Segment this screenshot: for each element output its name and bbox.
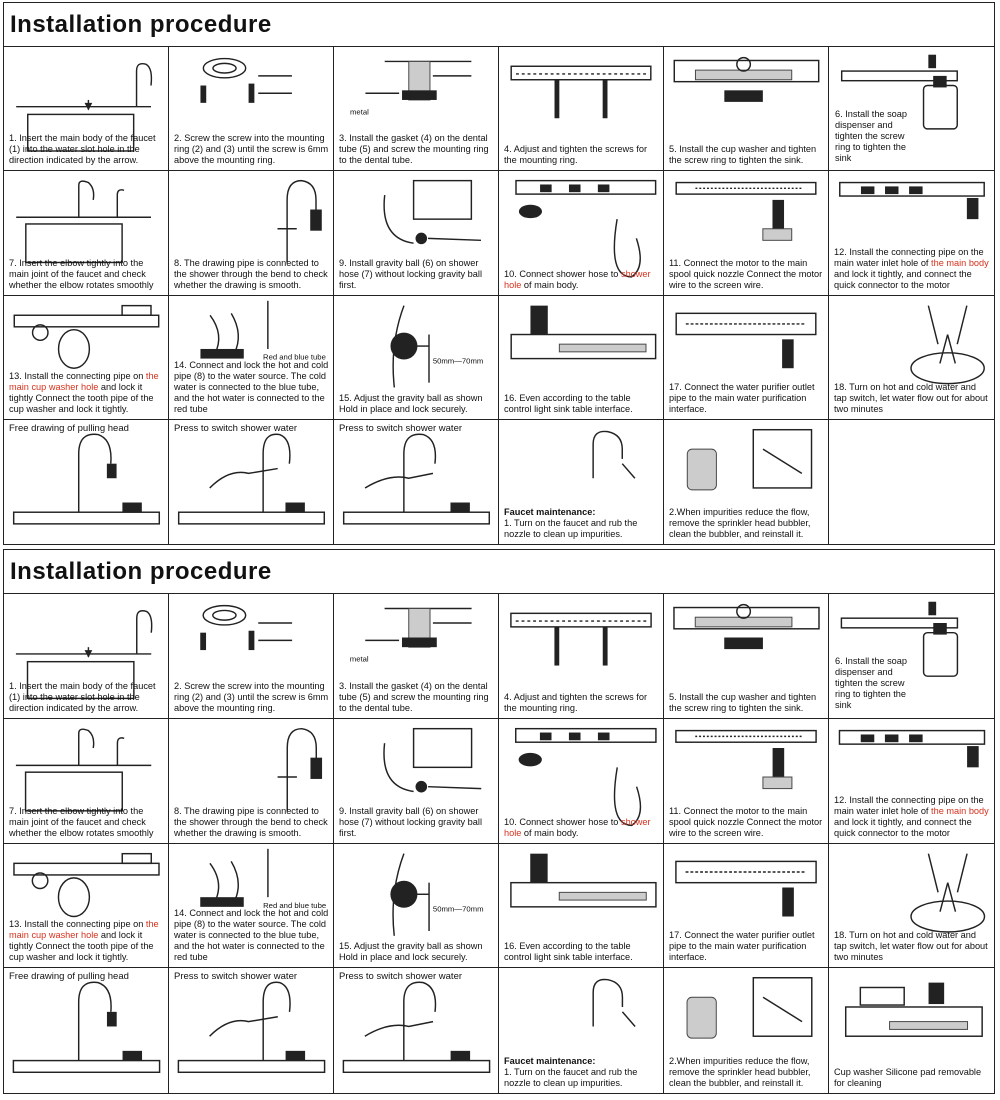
caption-text: of main body. [521,279,579,290]
step-caption: 15. Adjust the gravity ball as shown Hold in place and lock securely. [339,392,483,414]
step-caption [834,247,991,291]
step-caption: 17. Connect the water purifier outlet pipe to the main water purification interface. [669,930,815,963]
step-cell [334,594,499,719]
step-caption: 2.When impurities reduce the flow, remove the sprinkler head bubbler, clean the bubbler, and reinstall it. [669,507,811,539]
step-cell [334,171,499,295]
step-caption: Cup washer Silicone pad removable for cleaning [834,1067,982,1088]
step-caption: 5. Install the cup washer and tighten the screw ring to tighten the sink. [669,144,817,166]
step-cell [499,420,664,544]
step-illustration [169,420,333,544]
step-cell [334,296,499,420]
step-illustration [4,968,168,1093]
step-cell [499,47,664,171]
step-cell [499,296,664,420]
step-cell [664,594,829,719]
step-illustration [169,968,333,1093]
step-caption: 16. Even according to the table control light sink table interface. [504,941,633,963]
step-caption: 14. Connect and lock the hot and cold pipe (8) to the water source. The cold water is connected to the blue tube, and the hot water is connected to the red tube [174,359,329,414]
step-header: Press to switch shower water [174,422,298,434]
step-cell [829,968,994,1093]
step-caption: 7. Insert the elbow tightly into the main joint of the faucet and check whether the elbow rotates smoothly [9,257,154,290]
step-caption [504,269,660,291]
step-caption: 18. Turn on hot and cold water and tap switch, let water flow out for about two minutes [834,381,988,414]
step-cell [829,594,994,719]
sheet-title: Installation procedure [4,550,994,594]
step-caption: 8. The drawing pipe is connected to the shower through the bend to check whether the drawing is smooth. [174,805,328,838]
step-cell [4,844,169,969]
step-cell [664,844,829,969]
step-caption: 16. Even according to the table control light sink table interface. [504,392,633,414]
step-caption: 2. Screw the screw into the mounting ring (2) and (3) until the screw is 6mm above the mounting ring. [174,133,329,166]
maintenance-title: Faucet maintenance: [504,1056,596,1066]
caption-text: and lock it tightly Connect the tooth pipe of the cup washer and lock it tightly. [9,381,154,414]
step-cell [169,968,334,1093]
step-cell [664,719,829,844]
step-cell [169,594,334,719]
step-header: Free drawing of pulling head [9,971,129,983]
step-cell [4,171,169,295]
step-cell [499,968,664,1093]
step-cell [169,47,334,171]
step-cell [334,719,499,844]
step-caption [834,795,991,839]
step-illustration [334,968,498,1093]
step-caption: 8. The drawing pipe is connected to the shower through the bend to check whether the drawing is smooth. [174,257,328,290]
step-cell [829,844,994,969]
step-caption [9,371,165,415]
step-cell [4,968,169,1093]
step-cell [334,420,499,544]
step-caption: 1. Insert the main body of the faucet (1) into the water slot hole in the direction indicated by the arrow. [9,680,156,713]
step-cell [4,420,169,544]
step-caption: 9. Install gravity ball (6) on shower hose (7) without locking gravity ball first. [339,805,482,838]
caption-text: and lock it tightly, and connect the quick connector to the motor [834,268,972,290]
step-header: Press to switch shower water [174,971,298,983]
step-cell [499,719,664,844]
step-caption: 15. Adjust the gravity ball as shown Hold in place and lock securely. [339,941,483,963]
step-cell [169,296,334,420]
step-caption [504,817,660,839]
diagram-label: Red and blue tube [263,352,326,362]
step-illustration [334,420,498,544]
step-cell [334,47,499,171]
step-cell [169,719,334,844]
step-cell [829,719,994,844]
caption-text: 13. Install the connecting pipe on [9,370,146,381]
step-cell [664,968,829,1093]
step-caption [504,507,660,540]
instruction-sheet-1 [3,2,995,545]
step-cell [829,47,994,171]
step-cell [829,296,994,420]
highlighted-text: the main cup washer hole [9,370,159,392]
step-header: Press to switch shower water [339,971,463,983]
caption-text: 12. Install the connecting pipe on the main water inlet hole of [834,246,984,268]
step-cell [664,171,829,295]
instruction-sheet-2 [3,549,995,1094]
step-caption: 11. Connect the motor to the main spool quick nozzle Connect the motor wire to the screen wire. [669,257,823,290]
highlighted-text: the main body [931,257,989,268]
step-header: Press to switch shower water [339,422,463,434]
steps-grid [4,594,994,1093]
step-caption: 2.When impurities reduce the flow, remove the sprinkler head bubbler, clean the bubbler, and reinstall it. [669,1056,811,1088]
step-caption: 4. Adjust and tighten the screws for the mounting ring. [504,144,647,166]
diagram-label: 50mm—70mm [432,355,484,365]
step-cell [499,171,664,295]
caption-text: 12. Install the connecting pipe on the main water inlet hole of [834,794,984,816]
step-cell [664,296,829,420]
highlighted-text: shower hole [504,816,651,838]
step-cell [334,844,499,969]
step-caption [504,1056,660,1089]
step-caption: 6. Install the soap dispenser and tighten the screw ring to tighten the sink [835,108,908,163]
highlighted-text: shower hole [504,268,651,290]
diagram-label: metal [349,654,369,664]
step-cell [169,171,334,295]
step-caption: 6. Install the soap dispenser and tighten the screw ring to tighten the sink [835,655,908,710]
step-caption: 9. Install gravity ball (6) on shower hose (7) without locking gravity ball first. [339,257,482,290]
highlighted-text: the main cup washer hole [9,919,159,941]
step-caption: 14. Connect and lock the hot and cold pipe (8) to the water source. The cold water is connected to the blue tube, and the hot water is connected to the red tube [174,908,329,963]
caption-text: 10. Connect shower hose to [504,816,621,827]
step-cell [829,420,994,544]
step-cell [4,719,169,844]
caption-text: 10. Connect shower hose to [504,268,621,279]
step-caption: 1. Insert the main body of the faucet (1) into the water slot hole in the direction indicated by the arrow. [9,133,156,166]
step-caption: 5. Install the cup washer and tighten the screw ring to tighten the sink. [669,691,817,713]
caption-text: and lock it tightly Connect the tooth pipe of the cup washer and lock it tightly. [9,930,154,963]
step-caption: 18. Turn on hot and cold water and tap switch, let water flow out for about two minutes [834,930,988,963]
step-cell [4,594,169,719]
diagram-label: 50mm—70mm [432,904,484,914]
steps-grid [4,47,994,544]
step-cell [4,296,169,420]
maintenance-title: Faucet maintenance: [504,507,596,517]
step-cell [664,47,829,171]
diagram-label: metal [350,107,369,117]
step-caption: 3. Install the gasket (4) on the dental tube (5) and screw the mounting ring to the dental tube. [339,133,489,166]
step-caption: 17. Connect the water purifier outlet pipe to the main water purification interface. [669,381,815,414]
step-caption: 11. Connect the motor to the main spool quick nozzle Connect the motor wire to the screen wire. [669,805,823,838]
caption-text: of main body. [521,827,579,838]
step-cell [334,968,499,1093]
sheet-title: Installation procedure [4,3,994,47]
step-caption [9,919,165,963]
caption-text: 13. Install the connecting pipe on [9,919,146,930]
step-cell [664,420,829,544]
maintenance-text: 1. Turn on the faucet and rub the nozzle to clean up impurities. [504,1067,638,1088]
maintenance-text: 1. Turn on the faucet and rub the nozzle to clean up impurities. [504,518,638,539]
step-cell [499,844,664,969]
step-caption: 3. Install the gasket (4) on the dental tube (5) and screw the mounting ring to the dental tube. [339,680,489,713]
step-caption: 7. Insert the elbow tightly into the main joint of the faucet and check whether the elbow rotates smoothly [9,805,154,838]
step-cell [169,844,334,969]
step-header: Free drawing of pulling head [9,422,129,434]
caption-text: and lock it tightly, and connect the quick connector to the motor [834,816,972,838]
highlighted-text: the main body [931,805,989,816]
step-caption: 4. Adjust and tighten the screws for the mounting ring. [504,691,647,713]
step-illustration [4,420,168,544]
step-cell [4,47,169,171]
diagram-label: Red and blue tube [263,900,327,910]
step-caption: 2. Screw the screw into the mounting ring (2) and (3) until the screw is 6mm above the mounting ring. [174,680,329,713]
step-cell [169,420,334,544]
step-cell [829,171,994,295]
step-cell [499,594,664,719]
